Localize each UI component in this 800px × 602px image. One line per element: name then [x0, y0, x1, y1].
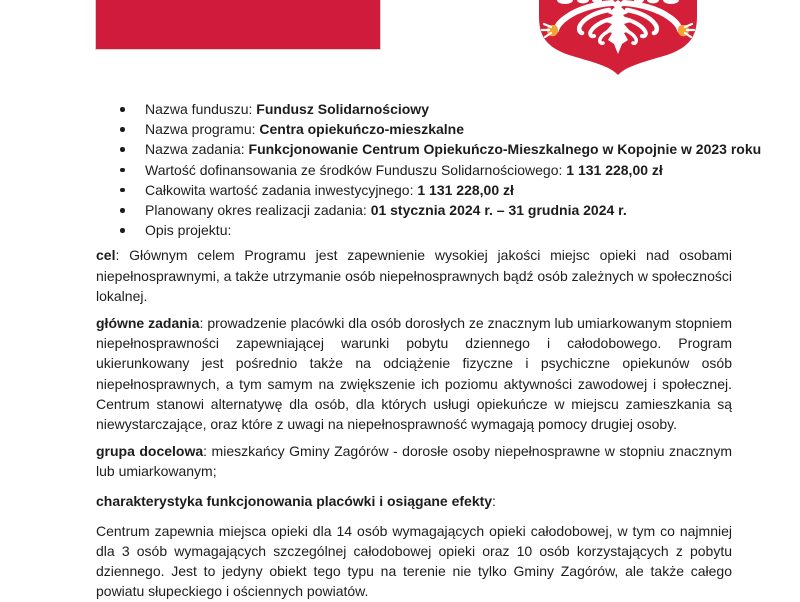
poland-flag-red-stripe: [95, 0, 381, 50]
info-value: Funkcjonowanie Centrum Opiekuńczo-Mieszkalnego w Kopojnie w 2023 roku: [248, 141, 762, 158]
info-label: Planowany okres realizacji zadania:: [145, 202, 367, 219]
info-value: 1 131 228,00 zł: [417, 181, 514, 198]
project-info-list: [96, 99, 762, 240]
section-separator: :: [115, 247, 120, 264]
section-target-group: [96, 441, 732, 481]
section-label: cel: [96, 247, 116, 264]
info-label: Całkowita wartość zadania inwestycyjnego:: [145, 181, 414, 198]
info-item-task-name: [96, 139, 762, 159]
info-item-description-header: [96, 220, 732, 240]
document-body: [96, 99, 762, 602]
section-text: prowadzenie placówki dla osób dorosłych ze znacznym lub umiarkowanym stopniem niepełnosprawności zapewniającej warunki pobytu dziennego i całodobowego. Program ukierunkowany jest pośrednio także na odciążenie fizyczne i psychiczne opiekunów osób niepełnosprawnych, a tym samym na zwiększenie ich poziomu aktywności zawodowej i społecznej. Centrum stanowi alternatywę dla osób, dla których usługi opiekuńcze w miejscu zamieszkania są niewystarczające, oraz które z uwagi na niepełnosprawność wymagają pomocy drugiej osoby.: [96, 315, 733, 433]
section-goal: [96, 245, 732, 306]
info-item-program-name: [96, 119, 732, 139]
section-label: charakterystyka funkcjonowania placówki i osiągane efekty: [96, 492, 493, 509]
info-label: Nazwa zadania:: [145, 141, 245, 158]
section-text: Głównym celem Programu jest zapewnienie wysokiej jakości miejsc opieki nad osobami niepełnosprawnymi, a także utrzymanie osób niepełnosprawnych bądź osób zależnych w społeczności lokalnej.: [96, 247, 732, 304]
info-item-fund-name: [96, 99, 732, 119]
info-item-funding-value: [96, 160, 732, 180]
poland-eagle-emblem: [538, 0, 698, 76]
info-label: Nazwa programu:: [145, 121, 256, 138]
section-separator: :: [492, 492, 496, 509]
info-label: Wartość dofinansowania ze środków Funduszu Solidarnościowego:: [145, 161, 563, 178]
info-value: Fundusz Solidarnościowy: [256, 101, 429, 117]
info-value: 01 stycznia 2024 r. – 31 grudnia 2024 r.: [370, 202, 627, 219]
info-value: Centra opiekuńczo-mieszkalne: [259, 121, 465, 138]
info-label: Nazwa funduszu:: [145, 101, 253, 117]
section-text: mieszkańcy Gminy Zagórów - dorosłe osoby niepełnosprawne w stopniu znacznym lub umiarkowanym;: [96, 443, 732, 480]
section-characteristics-text: [96, 521, 732, 602]
section-label: grupa docelowa: [96, 443, 204, 460]
section-main-tasks: [96, 313, 732, 434]
section-label: główne zadania: [96, 315, 200, 332]
section-text: Centrum zapewnia miejsca opieki dla 14 osób wymagających opieki całodobowej, w tym co najmniej dla 3 osób wymagających szczególnej całodobowej opieki oraz 10 osób korzystających z pobytu dziennego. Jest to jedyny obiekt tego typu na terenie nie tylko Gminy Zagórów, ale także całego powiatu słupeckiego i ościennych powiatów.: [96, 522, 732, 600]
info-value: 1 131 228,00 zł: [566, 161, 663, 178]
section-separator: :: [199, 315, 204, 332]
info-item-timeframe: [96, 200, 732, 220]
info-label: Opis projektu:: [145, 222, 232, 239]
section-separator: :: [203, 443, 208, 460]
section-characteristics-heading: [96, 491, 732, 511]
info-item-total-value: [96, 180, 732, 200]
